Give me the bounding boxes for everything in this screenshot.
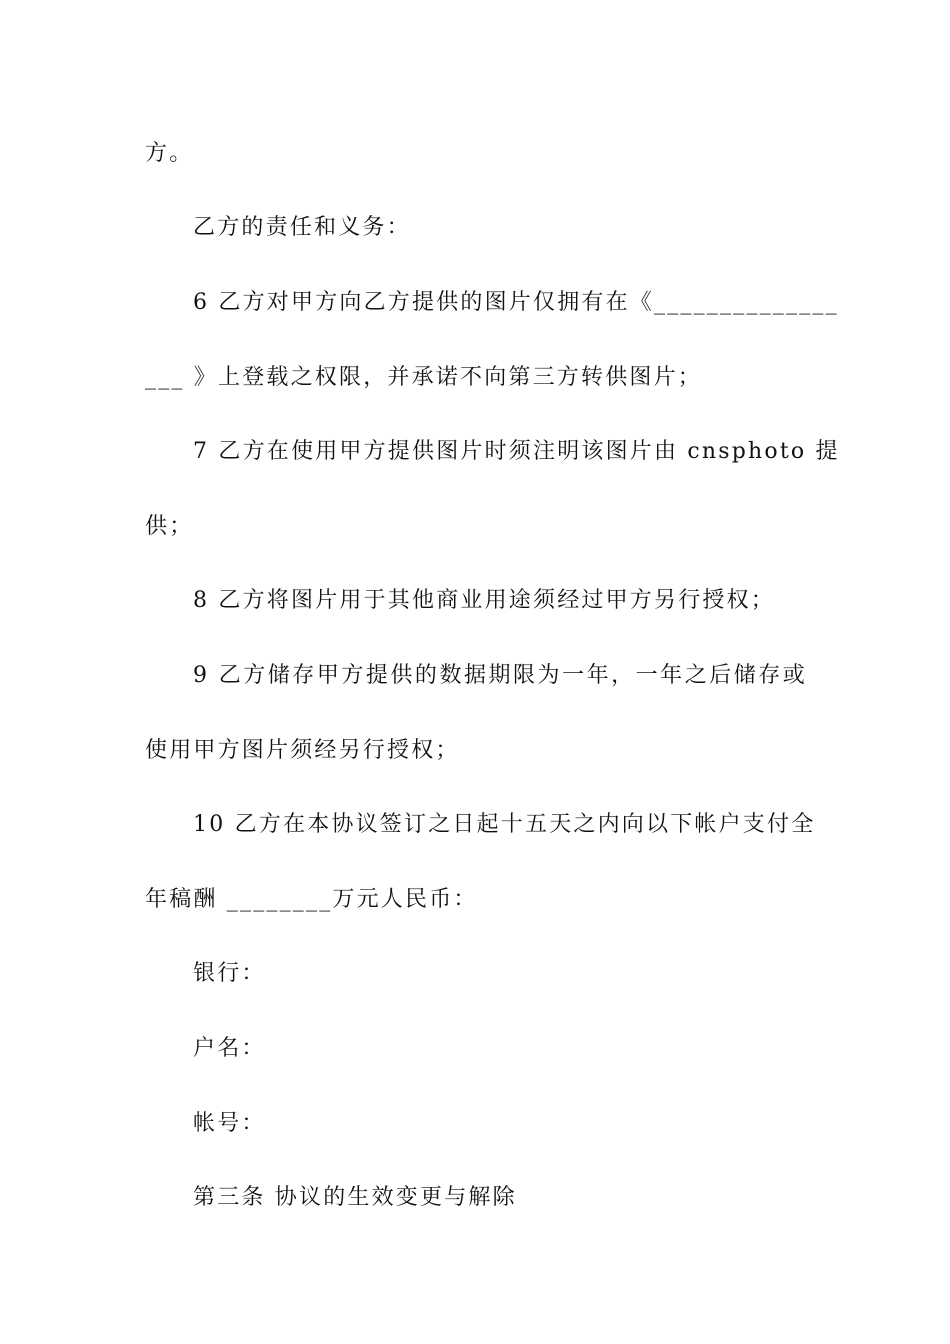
clause-6-line-2: ___ 》上登载之权限，并承诺不向第三方转供图片； bbox=[145, 365, 702, 390]
bank-label: 银行： bbox=[193, 961, 266, 986]
account-name-label: 户名： bbox=[193, 1036, 266, 1061]
section-heading: 乙方的责任和义务： bbox=[193, 215, 411, 240]
clause-8: 8 乙方将图片用于其他商业用途须经过甲方另行授权； bbox=[193, 588, 775, 613]
clause-10-line-1: 10 乙方在本协议签订之日起十五天之内向以下帐户支付全 bbox=[193, 812, 816, 837]
article-3-heading: 第三条 协议的生效变更与解除 bbox=[193, 1185, 517, 1210]
text-line: 方。 bbox=[145, 141, 194, 166]
account-number-label: 帐号： bbox=[193, 1111, 266, 1136]
clause-7-line-2: 供； bbox=[145, 514, 194, 539]
clause-6-line-1: 6 乙方对甲方向乙方提供的图片仅拥有在《______________ bbox=[193, 290, 839, 315]
clause-9-line-1: 9 乙方储存甲方提供的数据期限为一年，一年之后储存或 bbox=[193, 663, 807, 688]
clause-9-line-2: 使用甲方图片须经另行授权； bbox=[145, 738, 460, 763]
clause-10-line-2: 年稿酬 ________万元人民币： bbox=[145, 887, 478, 912]
clause-7-line-1: 7 乙方在使用甲方提供图片时须注明该图片由 cnsphoto 提 bbox=[193, 439, 840, 464]
